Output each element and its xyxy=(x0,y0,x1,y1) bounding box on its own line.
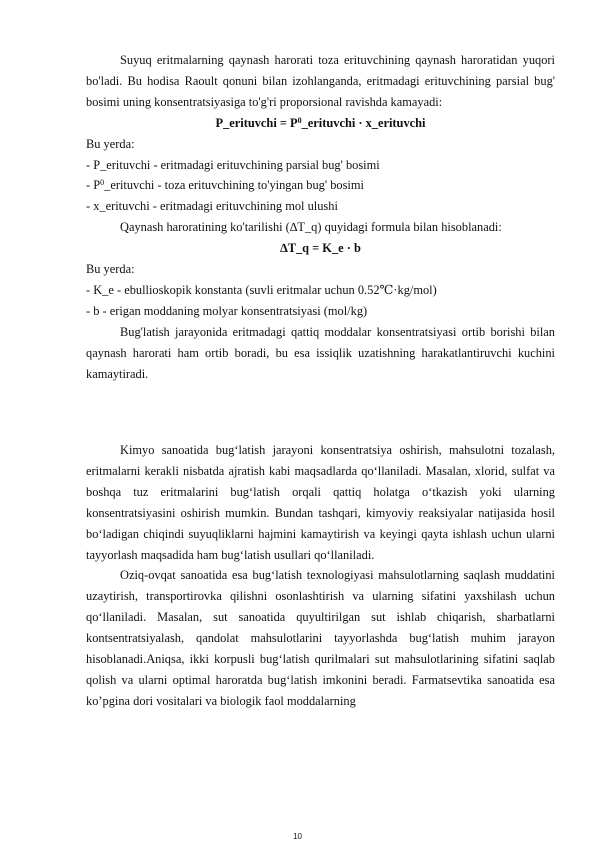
formula-ebullioscopic: ∆T_q = K_e · b xyxy=(280,241,361,256)
paragraph-raoult-intro: Suyuq eritmalarning qaynash harorati toza erituvchining qaynash haroratidan yuqori bo'ladi. Bu hodisa Raoult qonuni bilan izohlanganda, eritmadagi erituvchining parsial bug' bosimi uning konsentratsiyasiga to'g'ri proporsional ravishda kamayadi: xyxy=(86,53,555,109)
paragraph-evaporation-process: Bug'latish jarayonida eritmadagi qattiq moddalar konsentratsiyasi ortib borishi bilan qaynash harorati ham ortib boradi, bu esa issiqlik uzatishning harakatlantiruvchi kuchini kamaytiradi. xyxy=(86,324,555,381)
page-number: 10 xyxy=(293,832,302,841)
definition-saturated-pressure xyxy=(86,175,555,196)
where-label-1: Bu yerda: xyxy=(86,136,135,151)
formula-raoult xyxy=(86,113,555,134)
paragraph-food-industry: Oziq-ovqat sanoatida esa bug‘latish texnologiyasi mahsulotlarning saqlash muddatini uzaytirish, transportirovka qilishni osonlashtirish va ularning sifatini yaxshilash uchun qo‘llaniladi. Masalan, sut sanoatida quyultirilgan sut ishlab chiqarish, sharbatlarni kontsentratsiyalash, qandolat mahsulotlarini tayyorlashda bug‘latish muhim jarayon hisoblanadi.Aniqsa, ikki korpusli bug‘latish qurilmalari sut mahsulotlarining sifatini saqlab qolish va ularni optimal haroratda bug‘latish imkonini beradi. Farmatsevtika sanoatida esa ko’pgina dori vositalari va biologik faol moddalarning xyxy=(86,568,555,708)
definition-ebullioscopic-constant: - K_e - ebullioskopik konstanta (suvli eritmalar uchun 0.52℃·kg/mol) xyxy=(86,282,437,297)
definition-molality: - b - erigan moddaning molyar konsentratsiyasi (mol/kg) xyxy=(86,303,368,318)
definition-saturated-part-b: _erituvchi - toza erituvchining to'yingan bug' bosimi xyxy=(104,178,364,193)
definition-partial-pressure: - P_erituvchi - eritmadagi erituvchining parsial bug' bosimi xyxy=(86,157,380,172)
definition-mole-fraction: - x_erituvchi - eritmadagi erituvchining mol ulushi xyxy=(86,199,338,214)
paragraph-boiling-rise: Qaynash haroratining ko'tarilishi (∆T_q) quyidagi formula bilan hisoblanadi: xyxy=(120,220,502,235)
definition-saturated-superscript: 0 xyxy=(100,178,105,188)
formula-raoult-superscript: 0 xyxy=(297,115,302,125)
definition-saturated-part-a: - P xyxy=(86,178,101,193)
text-column-lower xyxy=(86,440,555,712)
formula-raoult-part-b: _erituvchi · x_erituvchi xyxy=(301,115,426,130)
where-label-2: Bu yerda: xyxy=(86,262,135,277)
text-column xyxy=(86,50,555,385)
paragraph-chemical-industry: Kimyo sanoatida bug‘latish jarayoni konsentratsiya oshirish, mahsulotni tozalash, eritmalarni kerakli nisbatda ajratish kabi maqsadlarda qo‘llaniladi. Masalan, xlorid, sulfat va boshqa tuz eritmalarini bug‘latish orqali qattiq holatga o‘tkazish yoki ularning konsentratsiyasini oshirish mumkin. Bundan tashqari, kimyoviy reaksiyalar natijasida hosil bo‘ladigan chiqindi suyuqliklarni hajmini kamaytirish va keyingi qayta ishlash uchun ularni tayyorlash maqsadida ham bug‘latish usullari qo‘llaniladi. xyxy=(86,443,555,562)
formula-raoult-part-a: P_erituvchi = P xyxy=(215,115,298,130)
